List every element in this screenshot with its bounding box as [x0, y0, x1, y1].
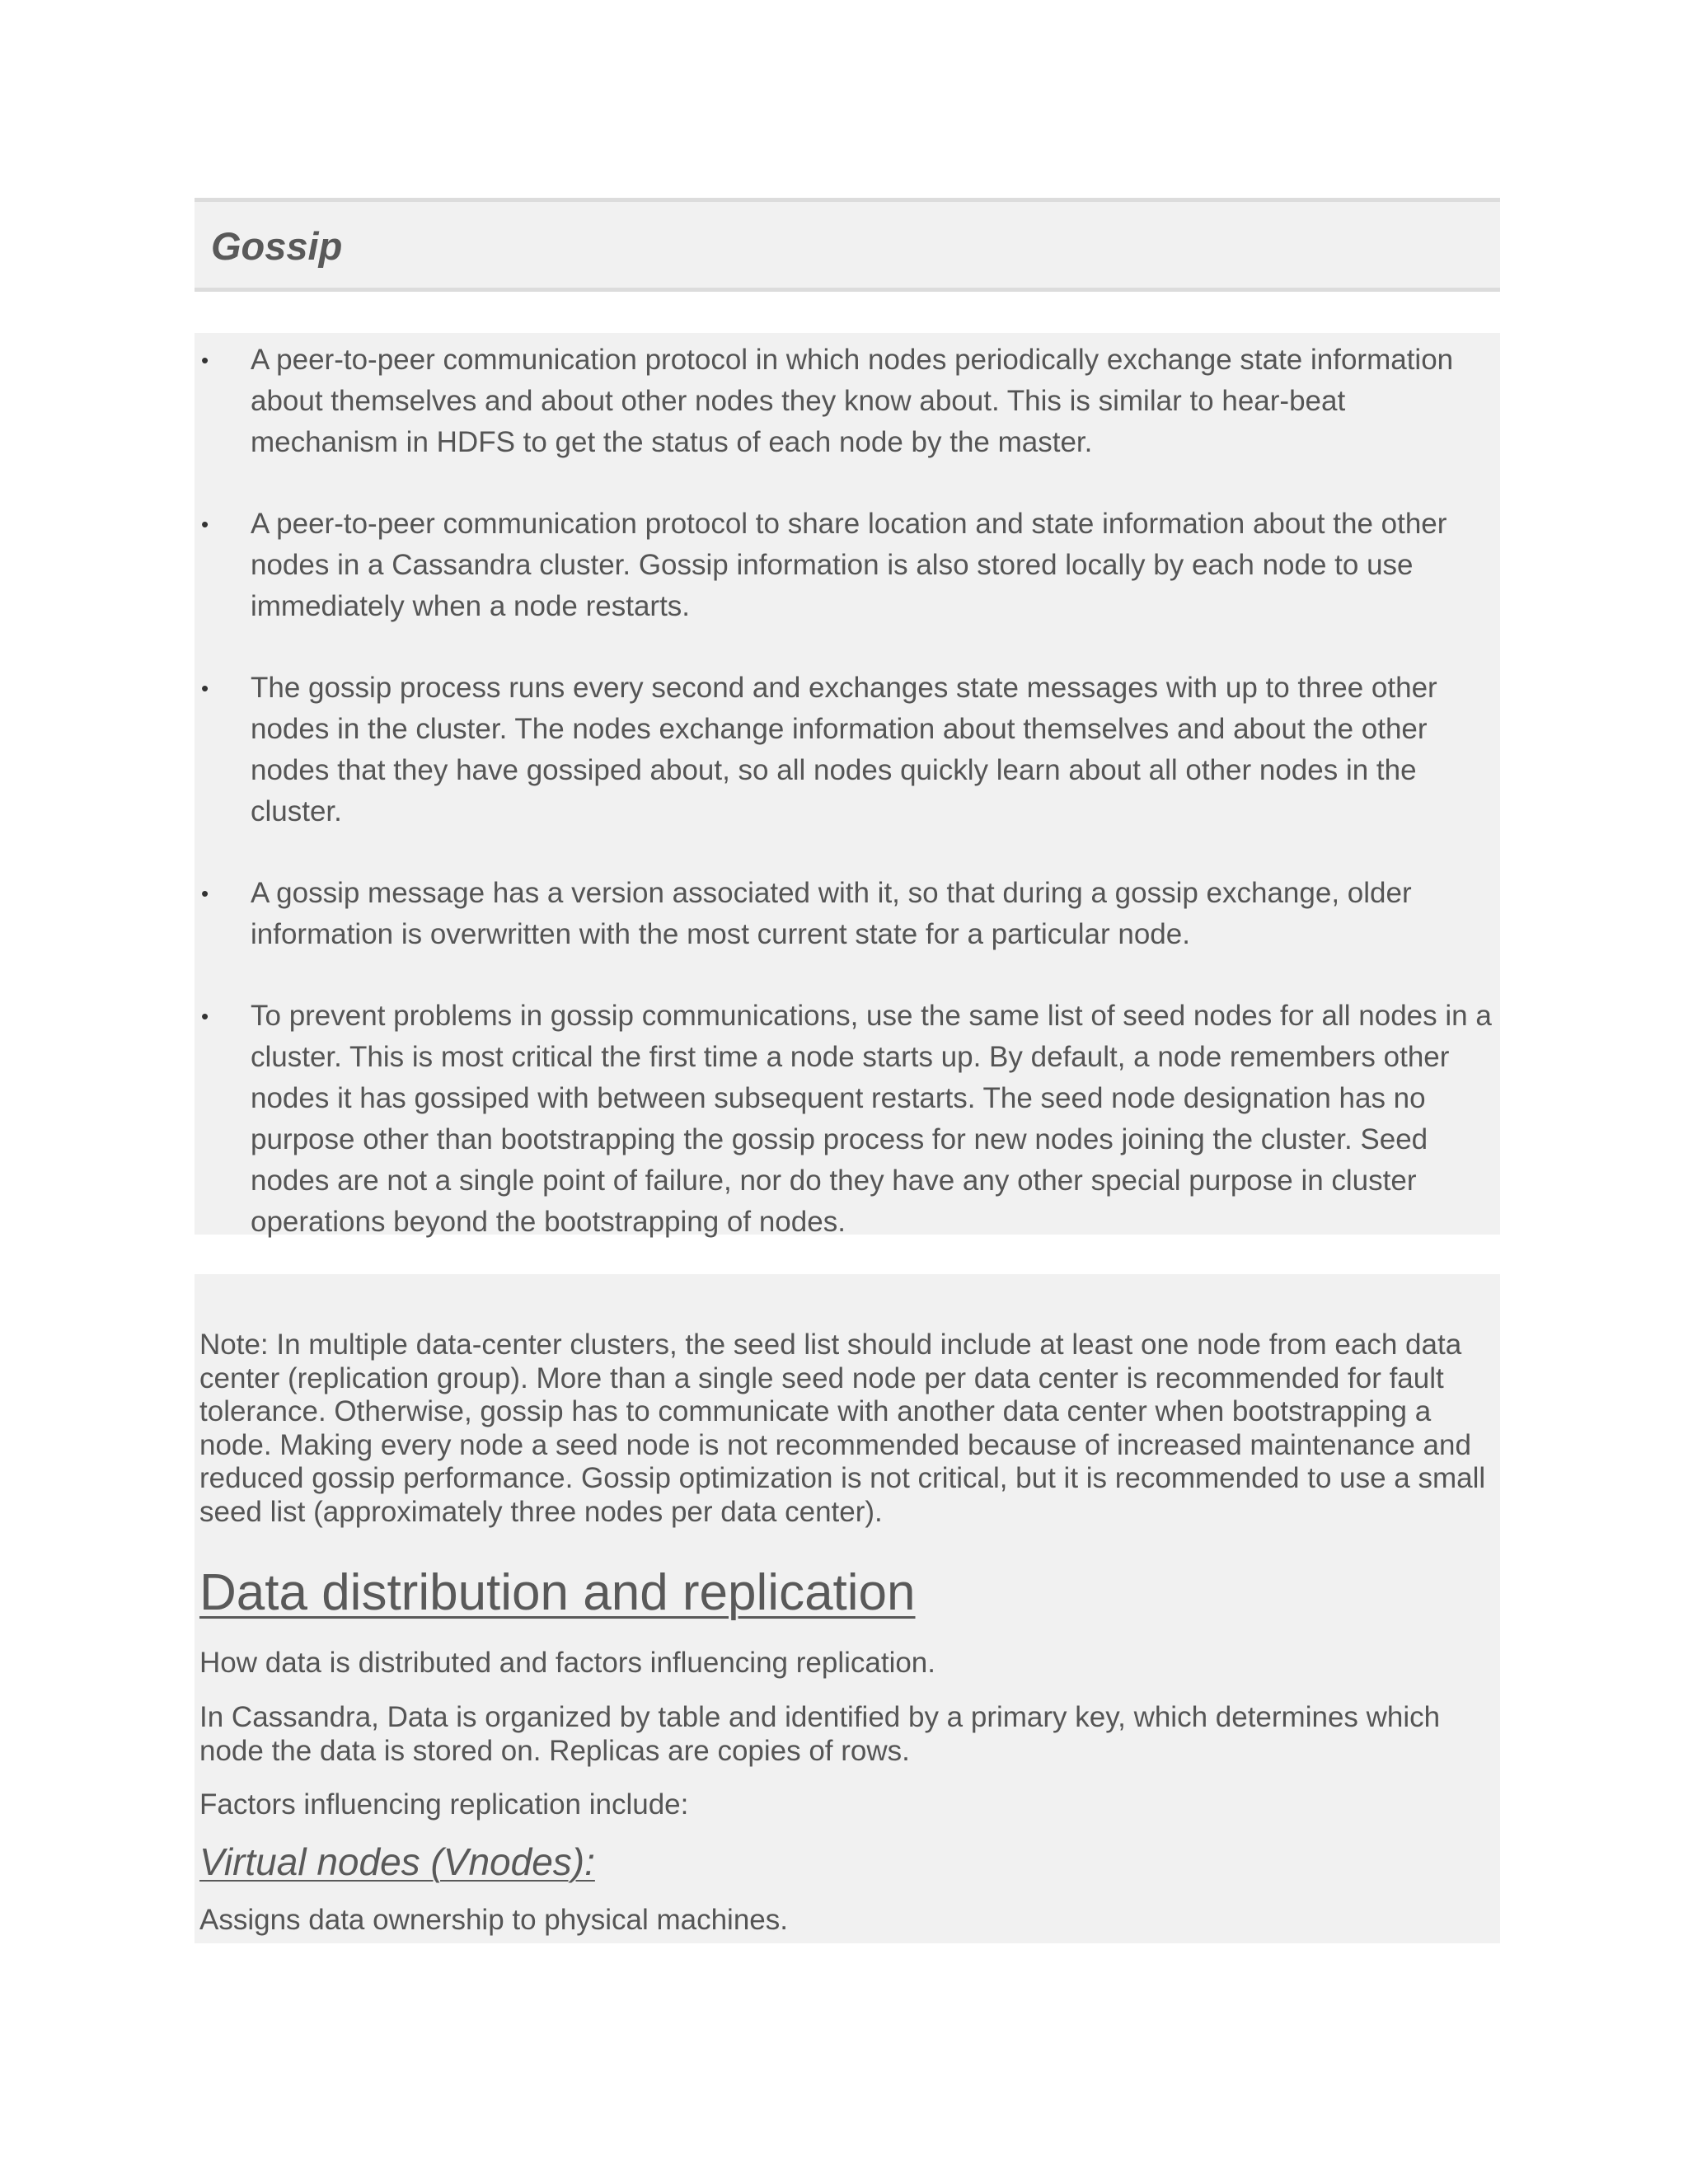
bullet-text: The gossip process runs every second and exchanges state messages with up to three other nodes in the cluster. The nodes exchange information about themselves and about the other nodes that they have gossiped about, so all nodes quickly learn about all other nodes in the cluster.: [251, 672, 1437, 827]
gossip-header-bar: [195, 198, 1500, 292]
bullet-icon: •: [201, 881, 209, 906]
list-item: [195, 996, 1500, 1243]
gossip-bullet-list: [195, 340, 1500, 1283]
bullet-icon: •: [201, 676, 209, 701]
bullet-text: To prevent problems in gossip communications, use the same list of seed nodes for all nodes in a cluster. This is most critical the first time a node starts up. By default, a node remembers other nodes it has gossiped with between subsequent restarts. The seed node designation has no purpose other than bootstrapping the gossip process for new nodes joining the cluster. Seed nodes are not a single point of failure, nor do they have any other special purpose in cluster operations beyond the bootstrapping of nodes.: [251, 1000, 1492, 1238]
factors-label: Factors influencing replication include:: [199, 1788, 689, 1821]
list-item: [195, 340, 1500, 463]
seed-list-note: Note: In multiple data-center clusters, the seed list should include at least one node from each data center (replication group). More than a single seed node per data center is recommended for fault tolerance. Otherwise, gossip has to communicate with another data center when bootstrapping a node. Making every node a seed node is not recommended because of increased maintenance and reduced gossip performance. Gossip optimization is not critical, but it is recommended to use a small seed list (approximately three nodes per data center).: [199, 1329, 1486, 1528]
bullet-text: A peer-to-peer communication protocol in which nodes periodically exchange state information about themselves and about other nodes they know about. This is similar to hear-beat mechanism in HDFS to get the status of each node by the master.: [251, 344, 1454, 458]
list-item: [195, 873, 1500, 955]
vnodes-heading: Virtual nodes (Vnodes):: [199, 1840, 595, 1883]
list-item: [195, 668, 1500, 832]
vnodes-description: Assigns data ownership to physical machines.: [199, 1904, 788, 1936]
list-item: [195, 504, 1500, 627]
bullet-icon: •: [201, 348, 209, 373]
bullet-text: A gossip message has a version associated with it, so that during a gossip exchange, older information is overwritten with the most current state for a particular node.: [251, 877, 1412, 950]
note-and-data-distribution-box: [195, 1274, 1500, 1943]
bullet-icon: •: [201, 512, 209, 537]
gossip-bullet-box: [195, 333, 1500, 1238]
bullet-icon: •: [201, 1004, 209, 1029]
gossip-title: Gossip: [211, 224, 343, 268]
cassandra-data-paragraph: In Cassandra, Data is organized by table and identified by a primary key, which determines which node the data is stored on. Replicas are copies of rows.: [199, 1701, 1441, 1767]
data-distribution-heading: Data distribution and replication: [199, 1564, 916, 1621]
bullet-text: A peer-to-peer communication protocol to share location and state information about the other nodes in a Cassandra cluster. Gossip information is also stored locally by each node to use immediately when a node restarts.: [251, 508, 1447, 622]
data-distribution-intro: How data is distributed and factors influencing replication.: [199, 1647, 935, 1679]
